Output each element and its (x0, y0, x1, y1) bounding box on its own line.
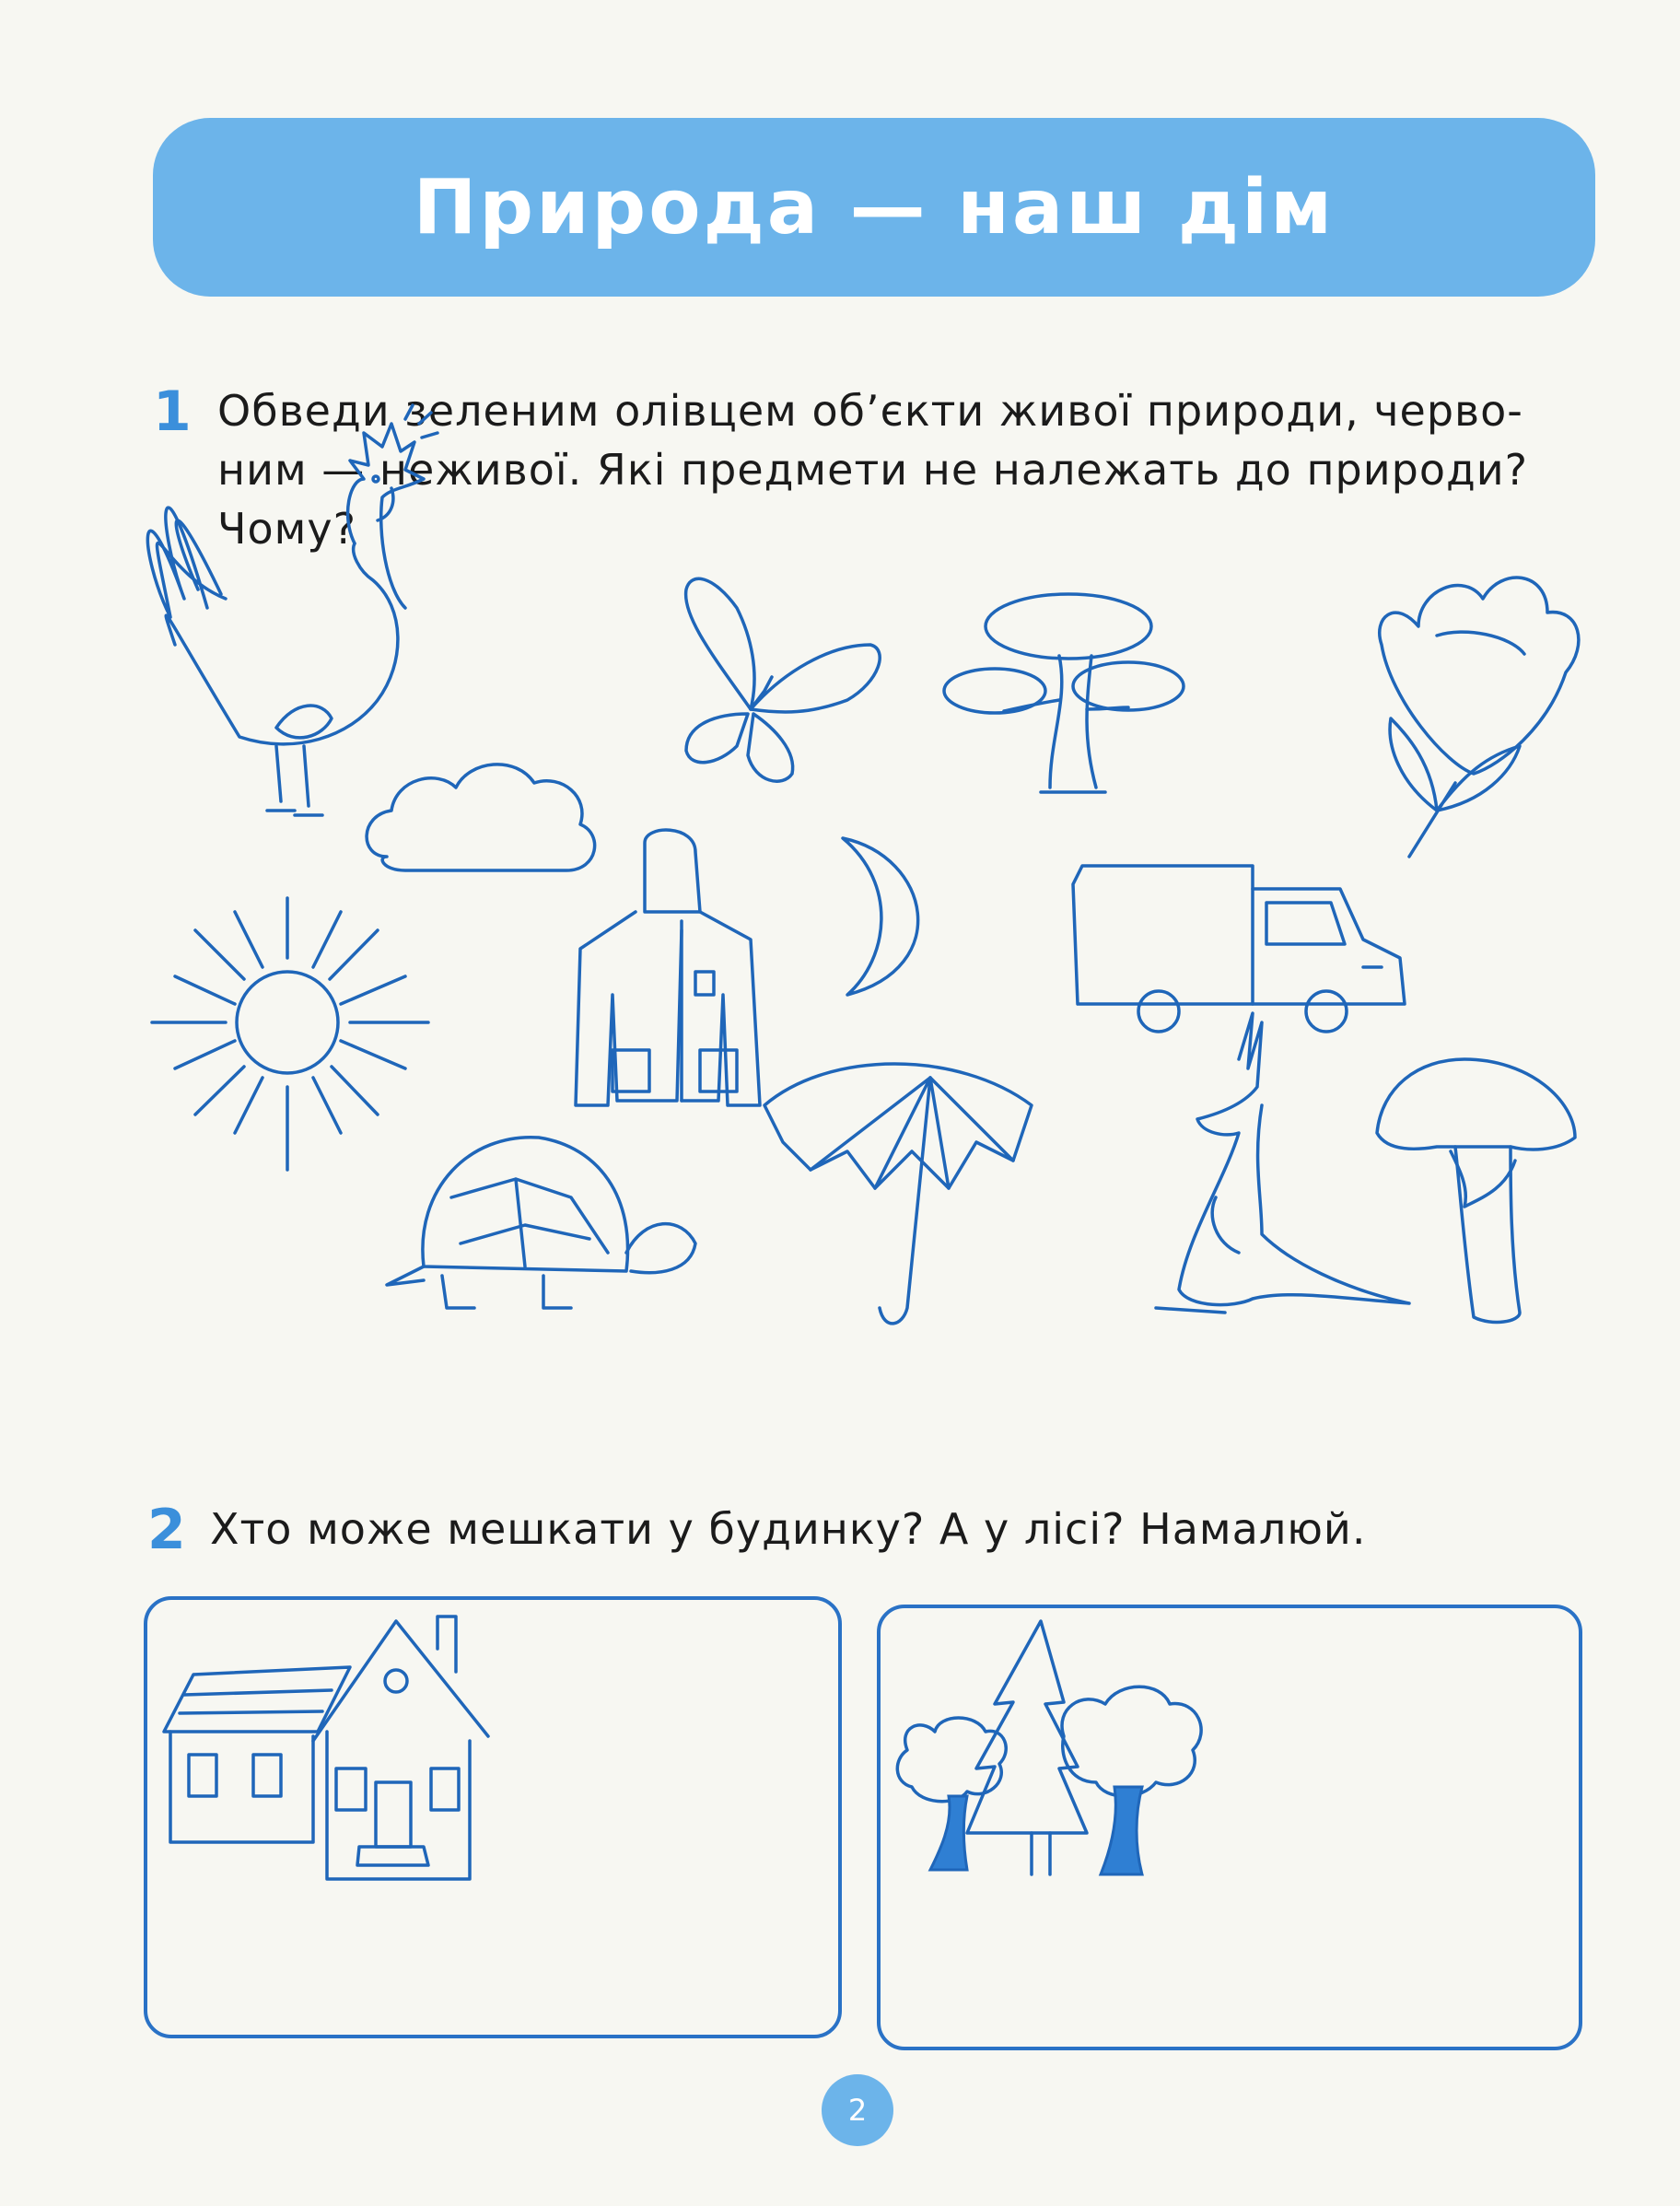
task-2-text: Хто може мешкати у будинку? А у лісі? Намалюй. (210, 1504, 1367, 1554)
task-1-line-2: ним — неживої. Які предмети не належать до природи? (217, 445, 1529, 495)
house-icon (164, 1617, 488, 1879)
task-1-number: 1 (153, 379, 192, 444)
page-title: Природа — наш дім (413, 163, 1336, 251)
task-2-number: 2 (147, 1498, 186, 1562)
task-1-line-3: Чому? (217, 504, 357, 554)
task-1-line-1: Обведи зеленим олівцем об’єкти живої природи, черво- (217, 386, 1523, 436)
page-number: 2 (822, 2074, 893, 2146)
forest-icon (897, 1621, 1201, 1874)
